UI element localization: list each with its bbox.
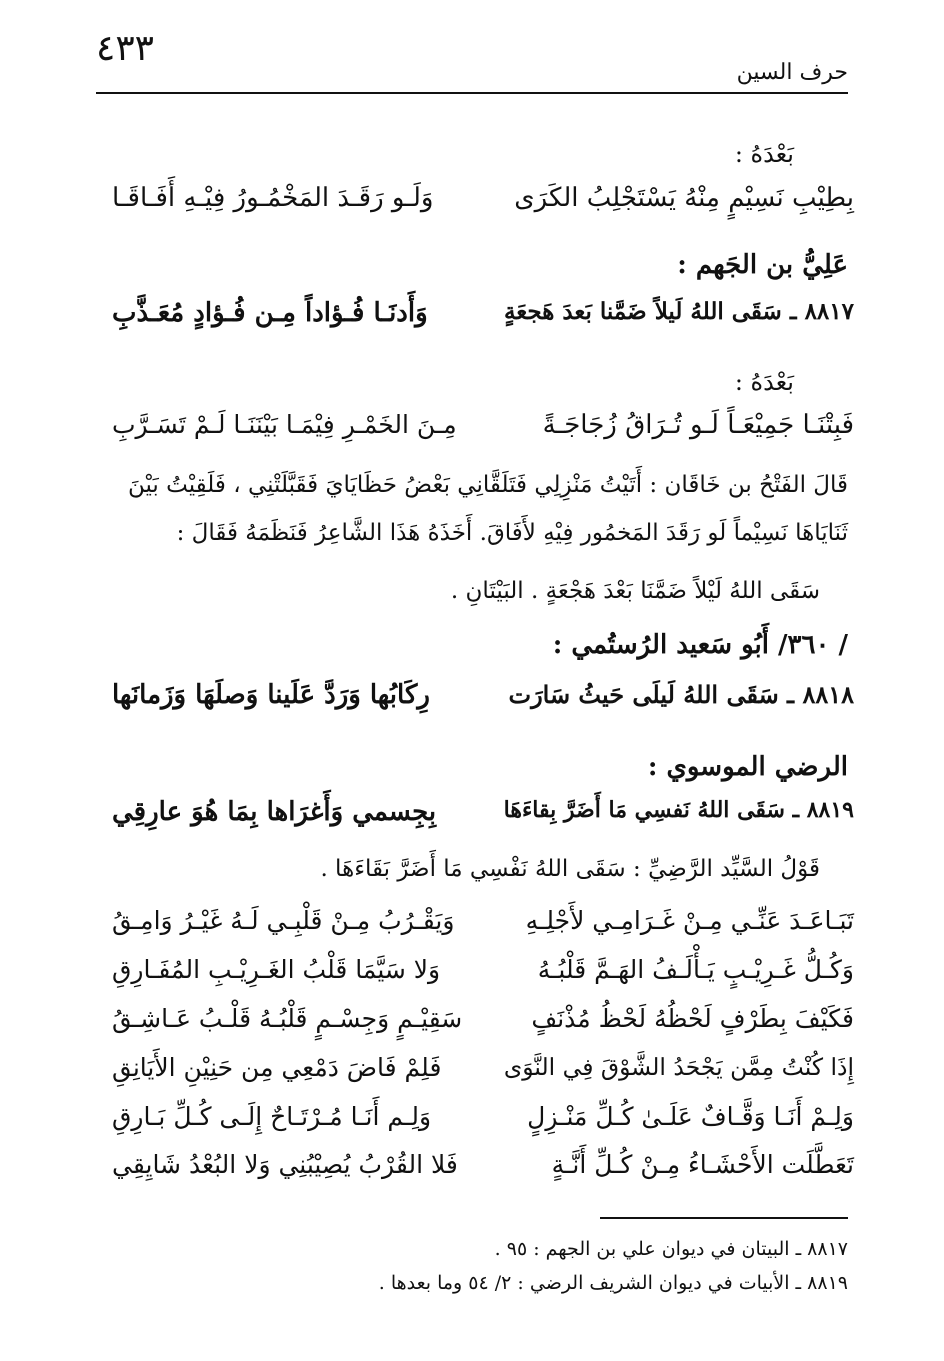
verse-second-hemistich: فَلِمْ فَاضَ دَمْعِي مِن حَنِيْنِ الأَيَانِقِ xyxy=(112,1053,442,1082)
verse-first-hemistich: فَبِتْنَـا جَمِيْعَـاً لَـو تُـرَاقُ زُجَاجَـةً xyxy=(542,410,854,440)
poem-verse xyxy=(112,1004,854,1050)
verse-second-hemistich: سَقِيْـمٍ وَجِسْـمٍ قَلْبُـهُ قَلْـبُ عَـاشِـقُ xyxy=(112,1004,463,1033)
footnotes-rule xyxy=(600,1217,848,1219)
verse-first-hemistich: ٨٨١٨ ـ سَقَى اللهُ لَيلَى حَيثُ سَارَت xyxy=(508,680,854,709)
verse-first-hemistich: ٨٨١٩ ـ سَقَى اللهُ نَفسِي مَا أَضَرَّ بِقاءَهَا xyxy=(503,797,854,823)
verse-second-hemistich: مِـنَ الخَمْـرِ فِيْمَـا بَيْنَنَـا لَـمْ تَسَـرَّبِ xyxy=(112,410,457,439)
verse-second-hemistich: وَأَدنَـا فُـؤاداً مِـن فُـؤادٍ مُعَـذَّبِ xyxy=(112,298,428,328)
poem-verse xyxy=(112,955,854,1001)
verse-second-hemistich: بِجِسمي وَأَغرَاها بِمَا هُوَ عارِقِي xyxy=(112,797,437,827)
poem-verse xyxy=(112,1102,854,1148)
prose-line: سَقَى اللهُ لَيْلاً ضَمَّنَا بَعْدَ هَجْعَةٍ . البَيْتَانِ . xyxy=(450,578,820,604)
poem-verse xyxy=(112,1150,854,1196)
verse-first-hemistich: وَلِـمْ أَنَـا وَقَّـافٌ عَلَـىٰ كُـلِّ مَنْـزِلٍ xyxy=(527,1102,854,1131)
verse-first-hemistich: تَعَطَّلَت الأَحْشَـاءُ مِـنْ كُـلِّ أَنَّـةٍ xyxy=(551,1150,854,1179)
verse-first-hemistich: تَبَـاعَـدَ عَنِّـي مِـنْ غَـرَامِـي لأَجْلِـهِ xyxy=(525,906,854,935)
prose-line: ثَنَايَاهَا نَسِيْماً لَو رَقَدَ المَخمُور فِيْهِ لأَفَاقَ. أَخَذَهُ هَذَا الشَّاعِرُ فَنَظَمَهُ فَقَالَ : xyxy=(176,520,848,546)
prose-line: قَوْلُ السَّيِّد الرَّضِيِّ : سَقَى اللهُ نَفْسِي مَا أَضَرَّ بَقَاءَهَا . xyxy=(320,856,820,882)
verse-line xyxy=(112,410,854,456)
verse-first-hemistich: إِذَا كُنْتُ مِمَّن يَجْحَدُ الشَّوْقَ فِي النَّوَى xyxy=(503,1053,854,1081)
verse-first-hemistich: بِطِيْبِ نَسِيْمٍ مِنْهُ يَسْتَجْلِبُ الكَرَى xyxy=(514,183,854,213)
poet-name: عَلِيُّ بن الجَهم : xyxy=(677,250,848,280)
verse-second-hemistich: وَيَقْـرُبُ مِـنْ قَلْبِـي لَـهُ غَيْـرُ وَامِـقُ xyxy=(112,906,455,935)
verse-line xyxy=(112,183,854,229)
header-rule xyxy=(96,92,848,94)
verse-intro-label: بَعْدَهُ : xyxy=(734,140,794,168)
verse-second-hemistich: وَلا سَيَّمَا قَلْبُ الغَـرِيْـبِ المُفَـارِقِ xyxy=(112,955,441,984)
numbered-verse-8817 xyxy=(112,298,854,344)
footnote: ٨٨١٧ ـ البيتان في ديوان علي بن الجهم : ٩٥ . xyxy=(494,1238,848,1260)
verse-second-hemistich: وَلَـو رَقَـدَ المَخْمُـورُ فِيْـهِ أَفَـاقَـا xyxy=(112,183,434,213)
verse-intro-label: بَعْدَهُ : xyxy=(734,368,794,396)
page-number: ٤٣٣ xyxy=(96,28,155,69)
verse-first-hemistich: وَكُـلُّ غَـرِيْـبٍ يَـأْلَـفُ الهَـمَّ قَلْبُـهُ xyxy=(537,955,854,984)
footnote: ٨٨١٩ ـ الأبيات في ديوان الشريف الرضي : ٢/ ٥٤ وما بعدها . xyxy=(378,1272,848,1294)
prose-line: قَالَ الفَتْحُ بن خَاقَان : أَتَيْتُ مَنْزِلِي فَتَلَقَّانِي بَعْضُ حَظَايَايَ فَقَبَّلَتْنِي ، فَلَقِيْتُ بَيْنَ xyxy=(127,472,848,498)
poet-name: الرضي الموسوي : xyxy=(647,752,848,782)
verse-first-hemistich: ٨٨١٧ ـ سَقَى اللهُ لَيلاً ضَمَّنا بَعدَ هَجعَةٍ xyxy=(503,298,854,325)
poet-name: / ٣٦٠/ أَبُو سَعيد الرُستُمي : xyxy=(552,630,848,660)
verse-second-hemistich: رِكَابُها وَرَدَّ عَلَينا وَصلَهَا وَزَمانَها xyxy=(112,680,430,710)
verse-first-hemistich: فَكَيْفَ بِطَرْفٍ لَحْظُهُ لَحْظُ مُذْنَفٍ xyxy=(531,1004,854,1033)
poem-verse xyxy=(112,1053,854,1099)
verse-second-hemistich: وَلِـم أَنَـا مُـرْتَـاحٌ إِلَـى كُـلِّ بَـارِقِ xyxy=(112,1102,432,1131)
poem-verse xyxy=(112,906,854,952)
running-head: حرف السين xyxy=(736,60,848,85)
numbered-verse-8818 xyxy=(112,680,854,726)
numbered-verse-8819 xyxy=(112,797,854,843)
verse-second-hemistich: فَلا القُرْبُ يُصِيْبُنِي وَلا البُعْدُ شَايِقِي xyxy=(112,1150,458,1179)
